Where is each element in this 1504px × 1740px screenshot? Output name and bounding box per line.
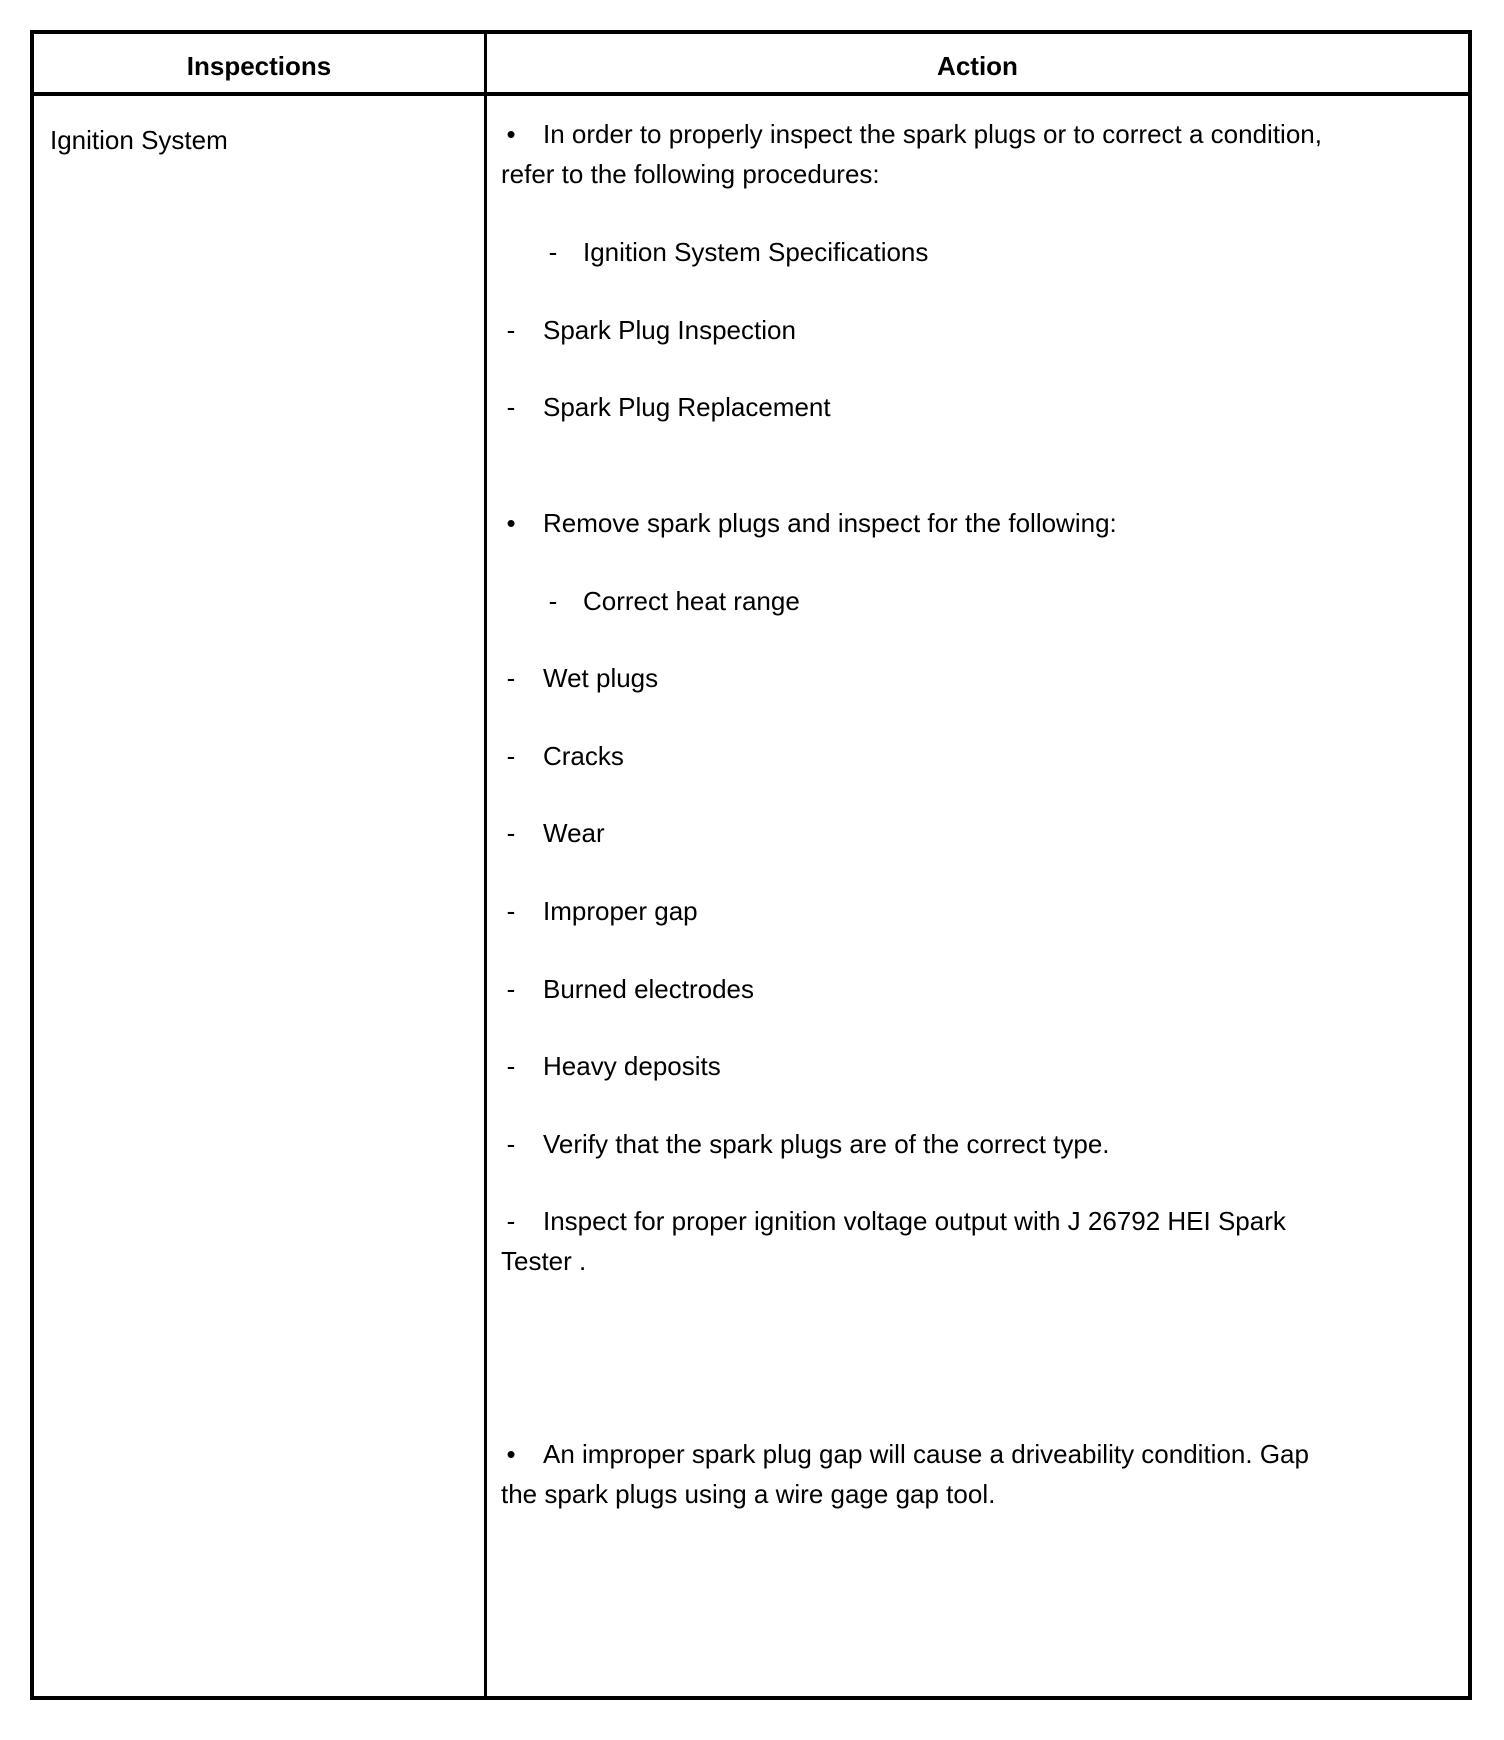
- action-text: Remove spark plugs and inspect for the following:: [543, 508, 1117, 538]
- header-inspections: Inspections: [186, 51, 332, 81]
- dash-marker: -: [548, 237, 558, 267]
- action-text: Verify that the spark plugs are of the correct type.: [543, 1129, 1110, 1159]
- bullet-marker: •: [506, 119, 516, 149]
- dash-marker: -: [506, 392, 516, 422]
- action-text: Burned electrodes: [543, 974, 755, 1004]
- action-continuation: the spark plugs using a wire gage gap tool.: [501, 1479, 996, 1509]
- header-action: Action: [937, 51, 1018, 81]
- action-text: Inspect for proper ignition voltage output with J 26792 HEI Spark: [543, 1206, 1286, 1236]
- inspection-table: [30, 30, 1472, 1700]
- action-text: Wet plugs: [543, 663, 659, 693]
- dash-marker: -: [506, 741, 516, 771]
- dash-marker: -: [506, 663, 516, 693]
- action-text: Heavy deposits: [543, 1051, 721, 1081]
- action-text: Cracks: [543, 741, 624, 771]
- action-continuation: Tester .: [501, 1246, 587, 1276]
- bullet-marker: •: [506, 508, 516, 538]
- action-continuation: refer to the following procedures:: [501, 159, 880, 189]
- action-text: In order to properly inspect the spark plugs or to correct a condition,: [543, 119, 1322, 149]
- column-divider: [484, 34, 487, 1696]
- dash-marker: -: [506, 1129, 516, 1159]
- bullet-marker: •: [506, 1439, 516, 1469]
- dash-marker: -: [506, 818, 516, 848]
- action-text: Spark Plug Replacement: [543, 392, 831, 422]
- action-text: An improper spark plug gap will cause a driveability condition. Gap: [543, 1439, 1309, 1469]
- action-text: Wear: [543, 818, 605, 848]
- dash-marker: -: [548, 586, 558, 616]
- action-text: Correct heat range: [583, 586, 800, 616]
- inspection-cell: Ignition System: [50, 125, 228, 155]
- dash-marker: -: [506, 1206, 516, 1236]
- action-text: Improper gap: [543, 896, 698, 926]
- action-text: Spark Plug Inspection: [543, 315, 796, 345]
- dash-marker: -: [506, 896, 516, 926]
- dash-marker: -: [506, 1051, 516, 1081]
- dash-marker: -: [506, 974, 516, 1004]
- action-text: Ignition System Specifications: [583, 237, 929, 267]
- table-header-row: [34, 34, 1468, 96]
- dash-marker: -: [506, 315, 516, 345]
